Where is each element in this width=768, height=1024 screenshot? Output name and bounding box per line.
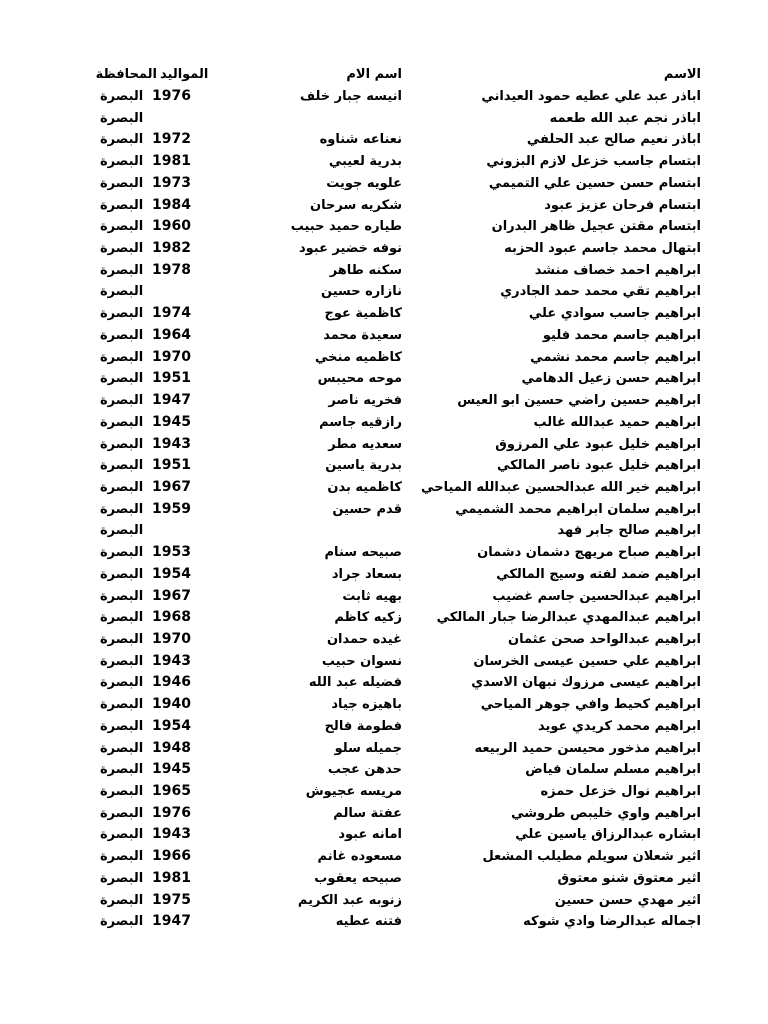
cell-birth-year: 1947 (152, 913, 191, 930)
cell-mother-name: بسعاد جراد (331, 566, 402, 582)
cell-governorate: البصرة (100, 414, 144, 430)
cell-governorate: البصرة (100, 306, 144, 322)
cell-birth-year: 1981 (152, 869, 191, 886)
table-row (0, 629, 768, 650)
cell-birth-year: 1954 (152, 565, 191, 582)
table-row (0, 499, 768, 520)
cell-mother-name: بدرية لعيبي (328, 154, 402, 170)
table-row (0, 281, 768, 302)
table-row (0, 890, 768, 911)
cell-mother-name: صبيحه سنام (324, 545, 402, 561)
cell-governorate: البصرة (100, 762, 144, 778)
cell-mother-name: انيسه جبار خلف (299, 89, 402, 104)
header-governorate: المحافظة (95, 67, 157, 82)
cell-birth-year: 1975 (152, 891, 191, 908)
table-row (0, 868, 768, 889)
table-row (0, 564, 768, 585)
cell-name: ابراهيم جاسم محمد نشمي (530, 349, 701, 365)
cell-name: ابراهيم كحيط وافي جوهر المياحي (480, 697, 701, 713)
cell-birth-year: 1976 (152, 88, 191, 104)
cell-name: ابتسام مقتن عجيل ظاهر البدران (491, 219, 701, 235)
cell-name: ابراهيم خير الله عبدالحسين عبدالله المياحي (421, 479, 701, 495)
cell-mother-name: غيده حمدان (326, 632, 402, 647)
cell-birth-year: 1945 (152, 413, 191, 430)
cell-governorate: البصرة (100, 653, 144, 669)
cell-birth-year: 1940 (152, 696, 191, 713)
cell-mother-name: رازقيه جاسم (319, 414, 402, 430)
cell-name: ابراهيم تقي محمد حمد الجادري (500, 284, 701, 300)
cell-mother-name: شكريه سرحان (310, 197, 402, 213)
table-row (0, 824, 768, 845)
cell-name: ابراهيم واوي خليبص طروشي (511, 805, 701, 821)
table-row (0, 455, 768, 476)
cell-birth-year: 1943 (152, 652, 191, 669)
cell-name: ابتسام فرحان عزيز عبود (544, 197, 701, 213)
cell-governorate: البصرة (100, 327, 144, 343)
cell-governorate: البصرة (100, 241, 144, 257)
cell-birth-year (152, 108, 194, 129)
cell-governorate: البصرة (100, 501, 144, 517)
cell-governorate: البصرة (100, 827, 144, 843)
cell-birth-year: 1984 (152, 196, 191, 213)
cell-governorate: البصرة (100, 914, 144, 930)
cell-birth-year: 1972 (152, 131, 191, 148)
cell-birth-year: 1953 (152, 544, 191, 561)
cell-name: ابشاره عبدالرزاق ياسين علي (515, 827, 701, 843)
cell-governorate: البصرة (100, 523, 144, 539)
cell-mother-name: فضيله عبد الله (308, 675, 402, 691)
cell-governorate: البصرة (100, 89, 144, 104)
cell-mother-name: موحه محيبس (317, 371, 402, 387)
cell-mother-name: بهيه ثابت (342, 588, 402, 604)
cell-mother-name: صبيحه يعقوب (314, 870, 402, 886)
cell-governorate: البصرة (100, 479, 144, 495)
table-row (0, 303, 768, 324)
table-row (0, 325, 768, 346)
cell-name: ابراهيم جاسم محمد فليو (542, 327, 701, 343)
table-row (0, 129, 768, 150)
cell-mother-name: سكنه طاهر (329, 262, 402, 278)
cell-governorate: البصرة (100, 154, 144, 170)
cell-birth-year: 1959 (152, 500, 191, 517)
cell-governorate: البصرة (100, 197, 144, 213)
table-row (0, 86, 768, 107)
table-row (0, 260, 768, 281)
header-name: الاسم (663, 67, 701, 82)
cell-birth-year: 1974 (152, 305, 191, 322)
cell-mother-name: جميله سلو (334, 740, 402, 756)
table-row (0, 738, 768, 759)
cell-governorate: البصرة (100, 284, 144, 300)
table-row (0, 672, 768, 693)
cell-governorate: البصرة (100, 458, 144, 474)
cell-name: ابتسام حسن حسين علي التميمي (488, 175, 701, 191)
cell-birth-year: 1943 (152, 435, 191, 452)
table-row (0, 434, 768, 455)
cell-birth-year: 1947 (152, 392, 191, 409)
cell-name: ابراهيم علي حسين عيسى الخرسان (473, 653, 701, 669)
cell-name: ابراهيم احمد خصاف منشد (534, 262, 701, 278)
cell-governorate: البصرة (100, 805, 144, 821)
cell-birth-year: 1951 (152, 370, 191, 387)
cell-name: ابراهيم جاسب سوادي علي (528, 306, 701, 322)
cell-name: ابراهيم عبدالواحد صحن عثمان (507, 632, 701, 647)
table-row (0, 651, 768, 672)
table-row (0, 216, 768, 237)
cell-governorate: البصرة (100, 545, 144, 561)
cell-name: اثير معتوق شنو معتوق (557, 870, 701, 886)
cell-mother-name: كاظميه منخي (315, 349, 402, 365)
cell-birth-year (152, 520, 194, 541)
cell-mother-name: فخريه ناصر (328, 393, 402, 409)
cell-governorate: البصرة (100, 262, 144, 278)
cell-mother-name: فتنه عطيه (335, 914, 402, 930)
cell-mother-name: امانه عبود (338, 827, 402, 843)
cell-governorate: البصرة (100, 566, 144, 582)
table-row (0, 607, 768, 628)
cell-governorate: البصرة (100, 675, 144, 691)
cell-birth-year: 1982 (152, 240, 191, 257)
cell-governorate: البصرة (100, 740, 144, 756)
cell-governorate: البصرة (100, 219, 144, 235)
cell-birth-year: 1967 (152, 587, 191, 604)
cell-governorate: البصرة (100, 718, 144, 734)
cell-birth-year: 1965 (152, 783, 191, 800)
cell-mother-name: نعناعه شناوه (319, 132, 402, 148)
cell-birth-year: 1945 (152, 761, 191, 778)
table-row (0, 586, 768, 607)
cell-birth-year: 1970 (152, 631, 191, 647)
table-row (0, 108, 768, 129)
cell-governorate: البصرة (100, 870, 144, 886)
cell-name: ابراهيم عيسى مرزوك نبهان الاسدي (471, 675, 701, 691)
cell-governorate: البصرة (100, 436, 144, 452)
cell-birth-year: 1968 (152, 609, 191, 626)
cell-mother-name: بدرية ياسين (325, 458, 402, 474)
cell-mother-name: سعيدة محمد (323, 327, 402, 343)
cell-name: اجماله عبدالرضا وادي شوكه (523, 914, 701, 930)
cell-governorate: البصرة (100, 892, 144, 908)
table-row (0, 694, 768, 715)
cell-governorate: البصرة (100, 632, 144, 647)
cell-birth-year: 1973 (152, 174, 191, 191)
cell-mother-name: قدم حسين (332, 501, 402, 517)
cell-mother-name: زنوبه عبد الكريم (297, 892, 402, 908)
cell-mother-name: طياره حميد حبيب (290, 219, 402, 235)
cell-mother-name (242, 520, 402, 541)
table-row (0, 195, 768, 216)
cell-birth-year: 1966 (152, 848, 191, 865)
cell-name: ابراهيم نوال خزعل حمزه (540, 784, 701, 800)
cell-mother-name: نسوان حبيب (321, 653, 402, 669)
cell-name: ابراهيم صباح مريهج دشمان دشمان (477, 545, 701, 561)
cell-mother-name: كاظميه بدن (327, 479, 402, 495)
table-row (0, 781, 768, 802)
cell-name: اباذر عبد علي عطيه حمود العيداني (481, 89, 701, 104)
table-row (0, 542, 768, 563)
cell-governorate: البصرة (100, 175, 144, 191)
cell-governorate: البصرة (100, 371, 144, 387)
cell-name: ابراهيم حميد عبدالله غالب (533, 414, 701, 430)
cell-mother-name: مسعوده غانم (317, 849, 402, 865)
cell-birth-year: 1951 (152, 457, 191, 474)
table-header (0, 64, 768, 85)
cell-birth-year: 1967 (152, 478, 191, 495)
table-row (0, 520, 768, 541)
cell-birth-year: 1943 (152, 826, 191, 843)
cell-name: اباذر نعيم صالح عبد الحلفي (526, 132, 701, 148)
cell-birth-year: 1981 (152, 153, 191, 170)
cell-name: اثير شعلان سويلم مطيلب المشعل (482, 849, 701, 865)
table-row (0, 803, 768, 824)
cell-name: ابراهيم حسين راضي حسين ابو العيس (457, 393, 701, 409)
cell-governorate: البصرة (100, 588, 144, 604)
cell-name: ابراهيم عبدالمهدي عبدالرضا جبار المالكي (436, 610, 701, 626)
cell-birth-year: 1960 (152, 218, 191, 235)
cell-mother-name: سعديه مطر (328, 436, 402, 452)
cell-name: ابراهيم مذخور محيسن حميد الربيعه (474, 740, 701, 756)
cell-governorate: البصرة (100, 132, 144, 148)
cell-mother-name (242, 108, 402, 129)
cell-name: ابراهيم خليل عبود علي المرزوق (495, 436, 701, 452)
cell-mother-name: نازاره حسين (321, 284, 402, 300)
cell-mother-name: حدهن عجب (327, 762, 402, 778)
table-row (0, 368, 768, 389)
cell-governorate: البصرة (100, 349, 144, 365)
cell-governorate: البصرة (100, 610, 144, 626)
cell-name: ابتسام جاسب خزعل لازم البزوني (486, 154, 701, 170)
cell-governorate: البصرة (100, 784, 144, 800)
table-row (0, 238, 768, 259)
cell-governorate: البصرة (100, 393, 144, 409)
table-row (0, 412, 768, 433)
cell-mother-name: عفتة سالم (333, 805, 402, 821)
cell-name: ابراهيم حسن زعيل الدهامي (521, 371, 701, 387)
cell-name: ابراهيم محمد كريدي عويد (538, 718, 701, 734)
cell-name: ابراهيم ضمد لفته وسيج المالكي (496, 566, 701, 582)
cell-governorate: البصرة (100, 697, 144, 713)
cell-name: اثير مهدي حسن حسين (554, 892, 701, 908)
cell-birth-year: 1948 (152, 739, 191, 756)
table-row (0, 151, 768, 172)
cell-name: ابراهيم صالح جابر فهد (557, 523, 701, 539)
cell-mother-name: مريسه عجيوش (305, 784, 402, 800)
cell-birth-year: 1964 (152, 326, 191, 343)
header-birth-year: المواليد (160, 67, 209, 82)
cell-mother-name: نوفه خضير عبود (298, 241, 402, 257)
cell-birth-year: 1978 (152, 261, 191, 278)
cell-mother-name: باهيزه جياد (331, 697, 402, 713)
table-row (0, 759, 768, 780)
cell-name: اباذر نجم عبد الله طعمه (549, 110, 701, 126)
cell-name: ابتهال محمد جاسم عبود الحزبه (504, 241, 701, 257)
table-row (0, 911, 768, 932)
cell-name: ابراهيم خليل عبود ناصر المالكي (496, 458, 701, 474)
cell-name: ابراهيم سلمان ابراهيم محمد الشميمي (455, 501, 701, 517)
table-row (0, 173, 768, 194)
cell-birth-year: 1946 (152, 674, 191, 691)
cell-name: ابراهيم عبدالحسين جاسم غضيب (492, 588, 701, 604)
cell-birth-year (152, 281, 194, 302)
table-row (0, 846, 768, 867)
table-row (0, 477, 768, 498)
cell-mother-name: فطومة فالح (324, 718, 402, 734)
table-row (0, 347, 768, 368)
cell-mother-name: زكيه كاظم (334, 610, 402, 626)
cell-mother-name: كاظمية عوج (324, 306, 402, 322)
cell-birth-year: 1954 (152, 717, 191, 734)
cell-name: ابراهيم مسلم سلمان فياض (525, 762, 701, 778)
cell-mother-name: علويه جويت (326, 175, 402, 191)
table-row (0, 390, 768, 411)
header-mother-name: اسم الام (346, 67, 402, 82)
cell-birth-year: 1976 (152, 804, 191, 821)
cell-governorate: البصرة (100, 849, 144, 865)
cell-governorate: البصرة (100, 110, 144, 126)
cell-birth-year: 1970 (152, 348, 191, 365)
table-row (0, 716, 768, 737)
